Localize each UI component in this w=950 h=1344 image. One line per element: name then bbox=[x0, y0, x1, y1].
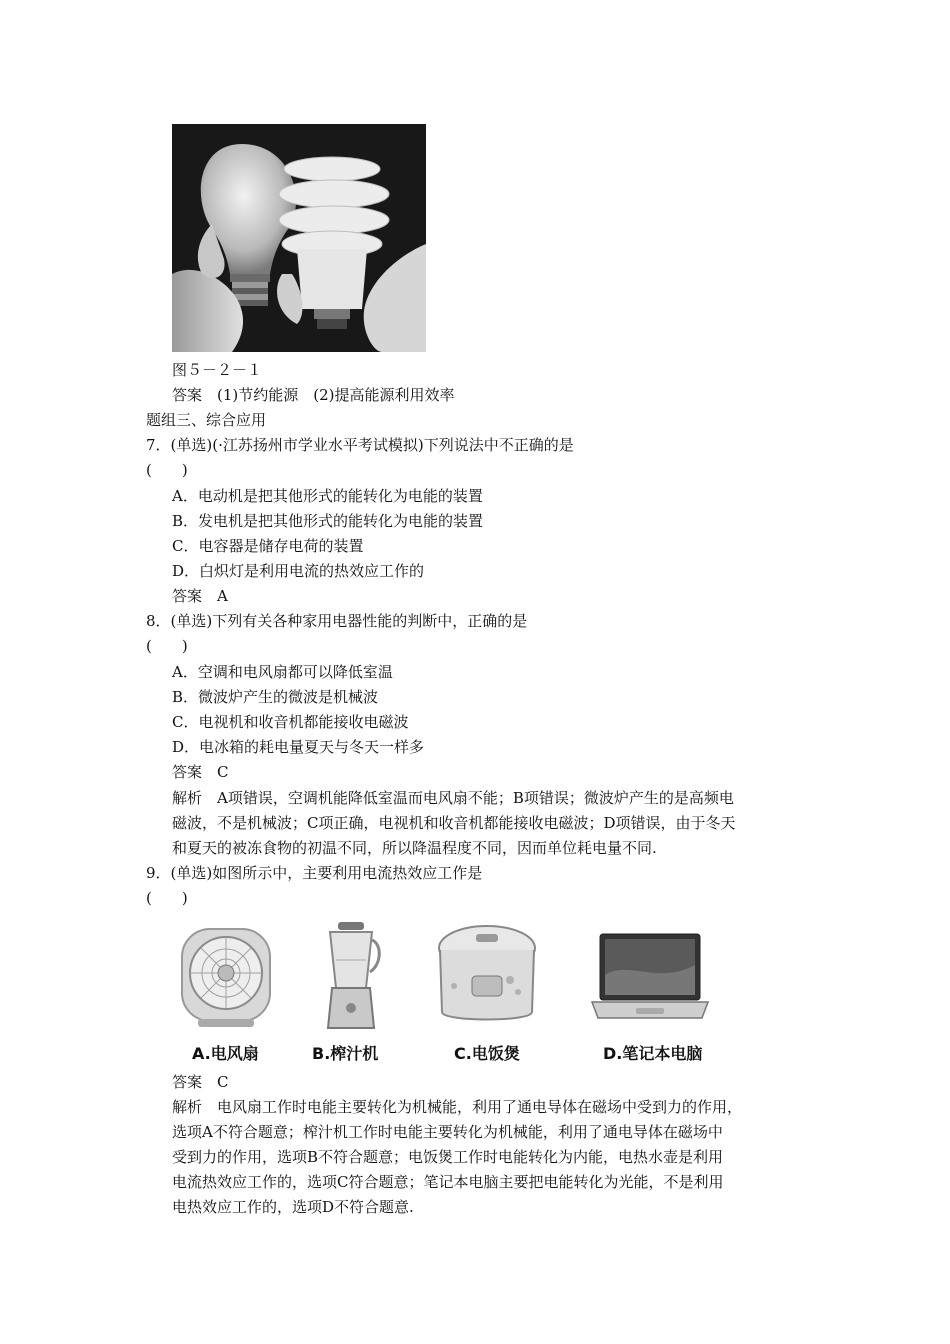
q7-answer: 答案 A bbox=[172, 587, 228, 605]
laptop-icon bbox=[588, 930, 712, 1028]
q7-bracket: ( ) bbox=[146, 461, 188, 479]
q9-analysis-line-3: 受到力的作用，选项B不符合题意；电饭煲工作时电能转化为内能，电热水壶是利用 bbox=[172, 1148, 724, 1166]
q7-stem: 7．(单选)(·江苏扬州市学业水平考试模拟)下列说法中不正确的是 bbox=[146, 436, 574, 454]
rice-cooker-icon bbox=[432, 920, 542, 1034]
answer-q6: 答案 (1)节约能源 (2)提高能源利用效率 bbox=[172, 386, 455, 404]
q9-bracket: ( ) bbox=[146, 889, 188, 907]
q9-analysis-line-2: 选项A不符合题意；榨汁机工作时电能主要转化为机械能，利用了通电导体在磁场中 bbox=[172, 1123, 723, 1141]
option-b-label: B.榨汁机 bbox=[312, 1044, 379, 1063]
juicer-icon bbox=[318, 920, 384, 1036]
q7-option-d: D．白炽灯是利用电流的热效应工作的 bbox=[172, 562, 425, 580]
q8-analysis-line-2: 磁波，不是机械波；C项正确，电视机和收音机都能接收电磁波；D项错误，由于冬天 bbox=[172, 814, 736, 832]
option-a-label: A.电风扇 bbox=[192, 1044, 259, 1063]
q9-analysis-line-5: 电热效应工作的，选项D不符合题意. bbox=[172, 1198, 414, 1216]
q8-option-c: C．电视机和收音机都能接收电磁波 bbox=[172, 713, 409, 731]
q8-answer: 答案 C bbox=[172, 763, 229, 781]
bulb-comparison-photo bbox=[172, 124, 426, 352]
q7-option-a: A．电动机是把其他形式的能转化为电能的装置 bbox=[172, 487, 483, 505]
bulbs-illustration bbox=[172, 124, 426, 352]
q9-analysis-line-4: 电流热效应工作的，选项C符合题意；笔记本电脑主要把电能转化为光能，不是利用 bbox=[172, 1173, 724, 1191]
q8-option-a: A．空调和电风扇都可以降低室温 bbox=[172, 663, 393, 681]
figure-caption: 图５－２－１ bbox=[172, 361, 263, 379]
q9-analysis-line-1: 解析 电风扇工作时电能主要转化为机械能，利用了通电导体在磁场中受到力的作用， bbox=[172, 1098, 743, 1116]
q7-option-b: B．发电机是把其他形式的能转化为电能的装置 bbox=[172, 512, 484, 530]
section-title: 题组三、综合应用 bbox=[146, 411, 267, 429]
q9-stem: 9．(单选)如图所示中，主要利用电流热效应工作是 bbox=[146, 864, 483, 882]
q8-option-d: D．电冰箱的耗电量夏天与冬天一样多 bbox=[172, 738, 425, 756]
q8-stem: 8．(单选)下列有关各种家用电器性能的判断中，正确的是 bbox=[146, 612, 528, 630]
option-d-label: D.笔记本电脑 bbox=[603, 1044, 703, 1063]
q8-analysis-line-1: 解析 A项错误，空调机能降低室温而电风扇不能；B项错误；微波炉产生的是高频电 bbox=[172, 789, 734, 807]
q8-bracket: ( ) bbox=[146, 637, 188, 655]
q7-option-c: C．电容器是储存电荷的装置 bbox=[172, 537, 364, 555]
q9-answer: 答案 C bbox=[172, 1073, 229, 1091]
q8-option-b: B．微波炉产生的微波是机械波 bbox=[172, 688, 379, 706]
option-c-label: C.电饭煲 bbox=[454, 1044, 520, 1063]
q8-analysis-line-3: 和夏天的被冻食物的初温不同，所以降温程度不同，因而单位耗电量不同. bbox=[172, 839, 657, 857]
fan-icon bbox=[178, 925, 274, 1033]
